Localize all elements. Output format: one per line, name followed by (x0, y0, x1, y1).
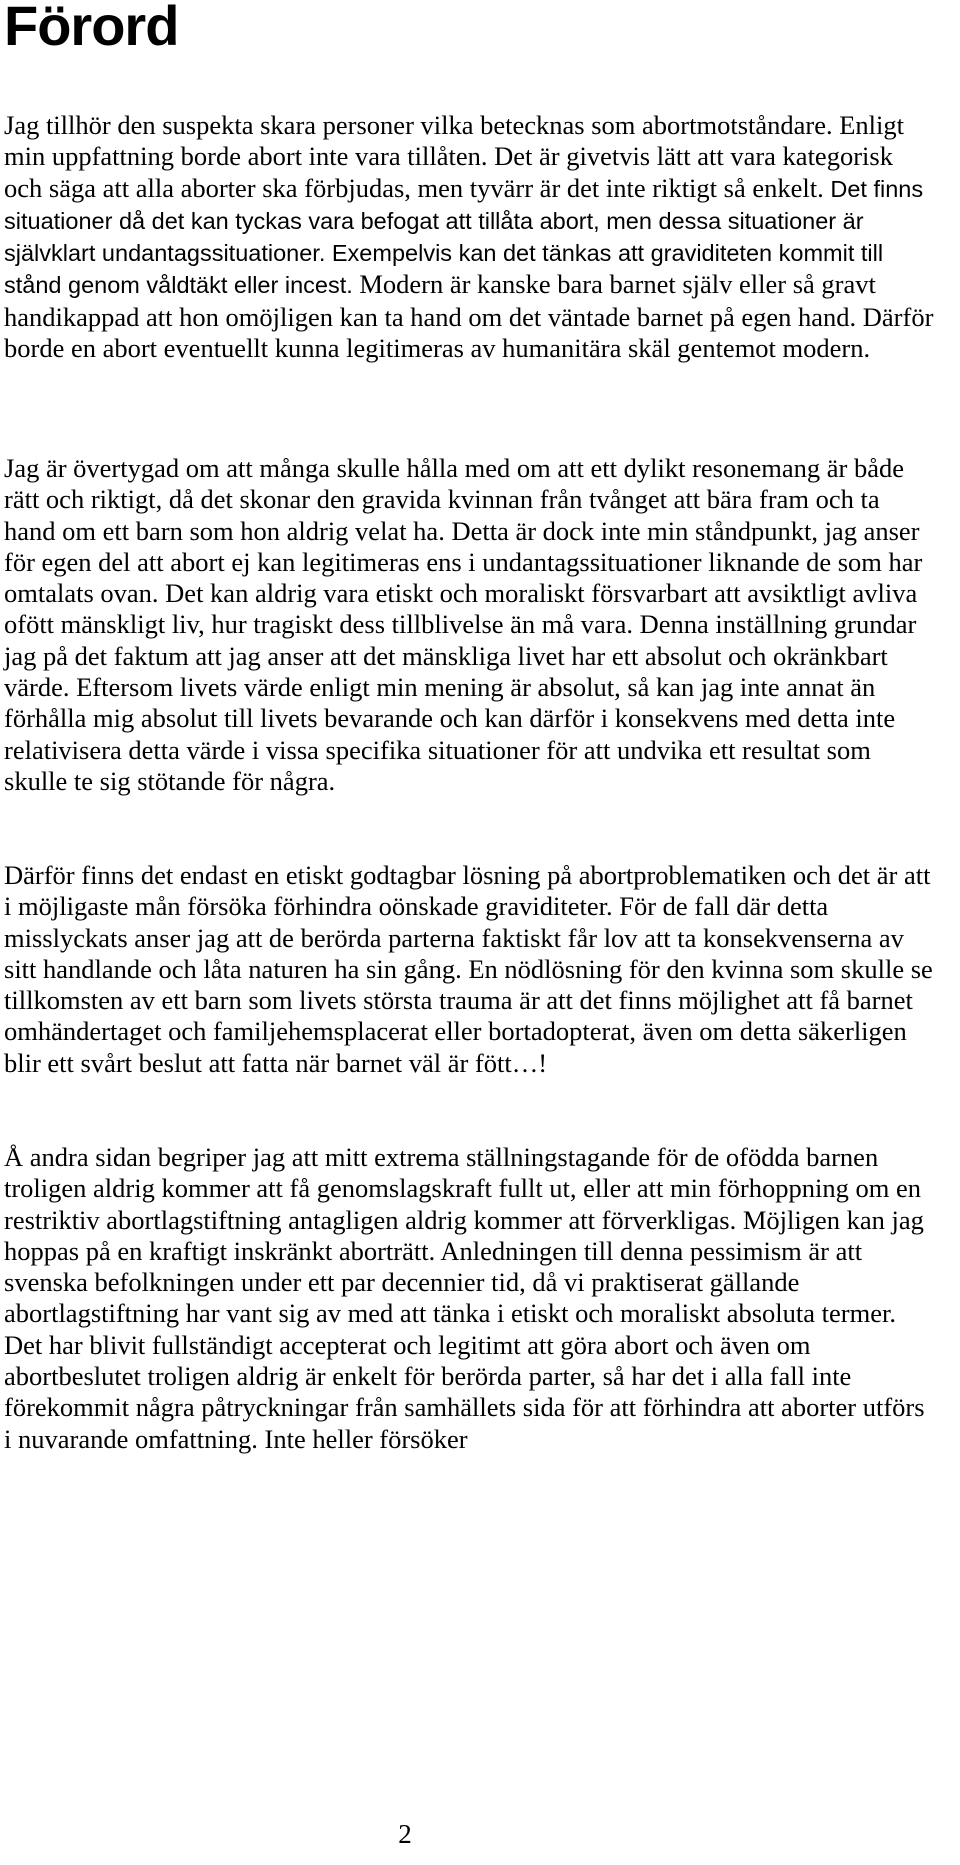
paragraph-1 (4, 110, 934, 364)
paragraph-3-segment-1: Därför finns det endast en etiskt godtagbar lösning på abortproblematiken och det är att i möjligaste mån försöka förhindra oönskade graviditeter. För de fall där detta misslyckats anser jag att de berörda parterna faktiskt får lov att ta konsekvenserna av sitt handlande och låta naturen ha sin gång. En nödlösning för den kvinna som skulle se tillkomsten av ett barn som livets största trauma är att det finns möjlighet att få barnet omhändertaget och familjehemsplacerat eller bortadopterat, även om detta säkerligen blir ett svårt beslut att fatta när barnet väl är fött…! (4, 860, 933, 1078)
paragraph-4-segment-1: Å andra sidan begriper jag att mitt extrema ställningstagande för de ofödda barnen troligen aldrig kommer att få genomslagskraft fullt ut, eller att min förhoppning om en restriktiv abortlagstiftning antagligen aldrig kommer att förverkligas. Möjligen kan jag hoppas på en kraftigt inskränkt aborträtt. Anledningen till denna pessimism är att svenska befolkningen under ett par decennier tid, då vi praktiserat gällande abortlagstiftning har vant sig av med att tänka i etiskt och moraliskt absoluta termer. Det har blivit fullständigt accepterat och legitimt att göra abort och även om abortbeslutet troligen aldrig är enkelt för berörda parter, så har det i alla fall inte förekommit några påtryckningar från samhällets sida för att förhindra att aborter utförs i nuvarande omfattning. Inte heller försöker (4, 1142, 925, 1454)
paragraph-1-segment-2: Det finns situationer då det kan tyckas vara befogat att tillåta abort, men dessa situationer är självklart undantagssituationer. Exempelvis kan det tänkas att graviditeten kommit till stånd genom våldtäkt eller incest. (4, 175, 924, 299)
paragraph-2-segment-1: Jag är övertygad om att många skulle hålla med om att ett dylikt resonemang är både rätt och riktigt, då det skonar den gravida kvinnan från tvånget att bära fram och ta hand om ett barn som hon aldrig velat ha. Detta är dock inte min ståndpunkt, jag anser för egen del att abort ej kan legitimeras ens i undantagssituationer liknande de som har omtalats ovan. Det kan aldrig vara etiskt och moraliskt försvarbart att avsiktligt avliva ofött mänskligt liv, hur tragiskt dess tillblivelse än må vara. Denna inställning grundar jag på det faktum att jag anser att det mänskliga livet har ett absolut och okränkbart värde. Eftersom livets värde enligt min mening är absolut, så kan jag inte annat än förhålla mig absolut till livets bevarande och kan därför i konsekvens med detta inte relativisera detta värde i vissa specifika situationer för att undvika ett resultat som skulle te sig stötande för några. (4, 453, 923, 796)
page-title: Förord (4, 0, 179, 57)
page-number: 2 (398, 1819, 412, 1849)
paragraph-1-segment-1: Jag tillhör den suspekta skara personer vilka betecknas som abortmotståndare. Enligt min uppfattning borde abort inte vara tillåten. Det är givetvis lätt att vara kategorisk och säga att alla aborter ska förbjudas, men tyvärr är det inte riktigt så enkelt. (4, 110, 905, 203)
paragraph-3 (4, 860, 934, 1079)
paragraph-4 (4, 1142, 934, 1455)
paragraph-2 (4, 453, 934, 797)
paragraph-1-segment-3: Modern är kanske bara barnet själv eller så gravt handikappad att hon omöjligen kan ta hand om det väntade barnet på egen hand. Därför borde en abort eventuellt kunna legitimeras av humanitära skäl gentemot modern. (4, 269, 934, 364)
